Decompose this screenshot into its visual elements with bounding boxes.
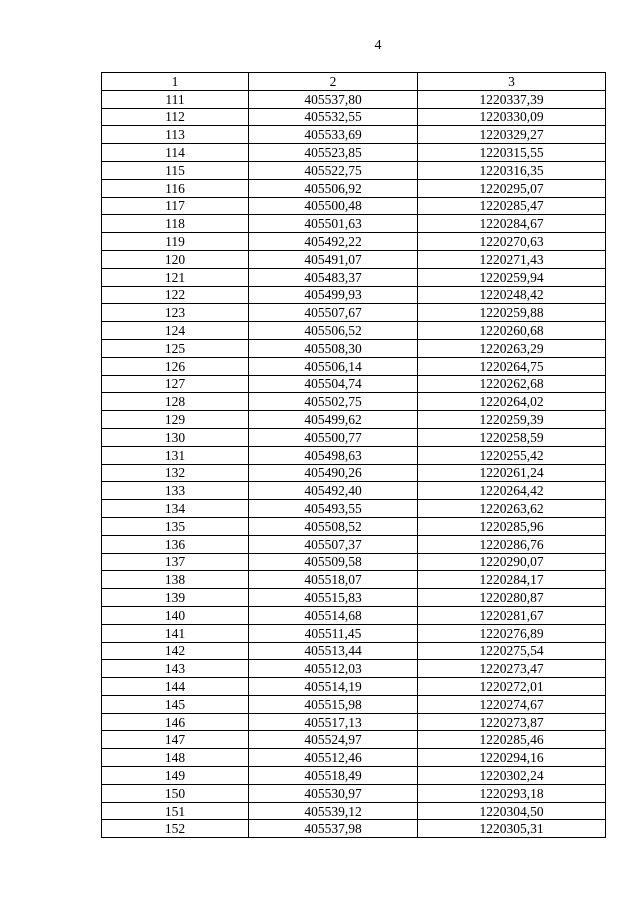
cell-point-number: 129 (102, 411, 249, 429)
cell-x-coordinate: 405512,03 (249, 660, 418, 678)
cell-point-number: 125 (102, 339, 249, 357)
cell-x-coordinate: 405498,63 (249, 446, 418, 464)
cell-point-number: 140 (102, 606, 249, 624)
cell-y-coordinate: 1220281,67 (418, 606, 606, 624)
cell-x-coordinate: 405514,19 (249, 678, 418, 696)
cell-x-coordinate: 405506,92 (249, 179, 418, 197)
cell-y-coordinate: 1220316,35 (418, 161, 606, 179)
cell-y-coordinate: 1220263,29 (418, 339, 606, 357)
table-row (102, 802, 606, 820)
cell-point-number: 113 (102, 126, 249, 144)
cell-point-number: 117 (102, 197, 249, 215)
cell-y-coordinate: 1220293,18 (418, 784, 606, 802)
cell-y-coordinate: 1220248,42 (418, 286, 606, 304)
cell-x-coordinate: 405518,07 (249, 571, 418, 589)
cell-point-number: 141 (102, 624, 249, 642)
cell-y-coordinate: 1220274,67 (418, 695, 606, 713)
cell-x-coordinate: 405523,85 (249, 144, 418, 162)
cell-y-coordinate: 1220329,27 (418, 126, 606, 144)
cell-y-coordinate: 1220337,39 (418, 90, 606, 108)
cell-y-coordinate: 1220273,47 (418, 660, 606, 678)
table-row (102, 250, 606, 268)
cell-point-number: 134 (102, 500, 249, 518)
cell-x-coordinate: 405511,45 (249, 624, 418, 642)
table-body (102, 90, 606, 837)
header-cell-y-coordinate: 3 (418, 73, 606, 91)
header-cell-x-coordinate: 2 (249, 73, 418, 91)
cell-x-coordinate: 405493,55 (249, 500, 418, 518)
cell-x-coordinate: 405518,49 (249, 767, 418, 785)
table-row (102, 428, 606, 446)
cell-x-coordinate: 405537,98 (249, 820, 418, 838)
cell-x-coordinate: 405515,98 (249, 695, 418, 713)
cell-point-number: 133 (102, 482, 249, 500)
cell-point-number: 127 (102, 375, 249, 393)
cell-x-coordinate: 405509,58 (249, 553, 418, 571)
cell-point-number: 116 (102, 179, 249, 197)
cell-x-coordinate: 405524,97 (249, 731, 418, 749)
table-row (102, 678, 606, 696)
table-row (102, 535, 606, 553)
cell-point-number: 148 (102, 749, 249, 767)
cell-point-number: 120 (102, 250, 249, 268)
cell-y-coordinate: 1220259,94 (418, 268, 606, 286)
cell-point-number: 138 (102, 571, 249, 589)
cell-x-coordinate: 405506,14 (249, 357, 418, 375)
table-row (102, 144, 606, 162)
table-row (102, 464, 606, 482)
table-row (102, 411, 606, 429)
cell-y-coordinate: 1220258,59 (418, 428, 606, 446)
table-row (102, 268, 606, 286)
cell-y-coordinate: 1220285,46 (418, 731, 606, 749)
table-row (102, 571, 606, 589)
cell-x-coordinate: 405513,44 (249, 642, 418, 660)
cell-point-number: 143 (102, 660, 249, 678)
cell-y-coordinate: 1220284,17 (418, 571, 606, 589)
cell-point-number: 146 (102, 713, 249, 731)
cell-x-coordinate: 405537,80 (249, 90, 418, 108)
cell-point-number: 139 (102, 589, 249, 607)
cell-y-coordinate: 1220330,09 (418, 108, 606, 126)
cell-y-coordinate: 1220270,63 (418, 233, 606, 251)
table-row (102, 161, 606, 179)
cell-x-coordinate: 405491,07 (249, 250, 418, 268)
table-row (102, 749, 606, 767)
table-row (102, 322, 606, 340)
table-row (102, 357, 606, 375)
cell-y-coordinate: 1220304,50 (418, 802, 606, 820)
cell-x-coordinate: 405539,12 (249, 802, 418, 820)
cell-x-coordinate: 405533,69 (249, 126, 418, 144)
cell-y-coordinate: 1220272,01 (418, 678, 606, 696)
table-row (102, 197, 606, 215)
cell-point-number: 145 (102, 695, 249, 713)
cell-x-coordinate: 405508,52 (249, 517, 418, 535)
cell-y-coordinate: 1220295,07 (418, 179, 606, 197)
cell-point-number: 112 (102, 108, 249, 126)
table-row (102, 606, 606, 624)
table-row (102, 233, 606, 251)
cell-x-coordinate: 405515,83 (249, 589, 418, 607)
cell-x-coordinate: 405500,77 (249, 428, 418, 446)
cell-x-coordinate: 405508,30 (249, 339, 418, 357)
cell-x-coordinate: 405517,13 (249, 713, 418, 731)
table-row (102, 286, 606, 304)
cell-point-number: 118 (102, 215, 249, 233)
cell-x-coordinate: 405499,62 (249, 411, 418, 429)
cell-x-coordinate: 405512,46 (249, 749, 418, 767)
cell-y-coordinate: 1220305,31 (418, 820, 606, 838)
table-row (102, 108, 606, 126)
cell-x-coordinate: 405492,22 (249, 233, 418, 251)
cell-x-coordinate: 405507,67 (249, 304, 418, 322)
table-row (102, 126, 606, 144)
table-row (102, 90, 606, 108)
table-row (102, 589, 606, 607)
table-row (102, 215, 606, 233)
cell-point-number: 121 (102, 268, 249, 286)
cell-y-coordinate: 1220290,07 (418, 553, 606, 571)
cell-point-number: 131 (102, 446, 249, 464)
cell-point-number: 144 (102, 678, 249, 696)
coordinates-table (101, 72, 606, 838)
table-row (102, 731, 606, 749)
cell-y-coordinate: 1220271,43 (418, 250, 606, 268)
cell-point-number: 142 (102, 642, 249, 660)
cell-point-number: 130 (102, 428, 249, 446)
cell-y-coordinate: 1220285,96 (418, 517, 606, 535)
cell-x-coordinate: 405490,26 (249, 464, 418, 482)
header-cell-point-number: 1 (102, 73, 249, 91)
table-row (102, 624, 606, 642)
cell-x-coordinate: 405492,40 (249, 482, 418, 500)
cell-x-coordinate: 405500,48 (249, 197, 418, 215)
cell-y-coordinate: 1220315,55 (418, 144, 606, 162)
cell-y-coordinate: 1220276,89 (418, 624, 606, 642)
cell-x-coordinate: 405502,75 (249, 393, 418, 411)
table-row (102, 713, 606, 731)
cell-x-coordinate: 405504,74 (249, 375, 418, 393)
cell-point-number: 128 (102, 393, 249, 411)
cell-x-coordinate: 405501,63 (249, 215, 418, 233)
table-header-row (102, 73, 606, 91)
table-row (102, 642, 606, 660)
cell-y-coordinate: 1220255,42 (418, 446, 606, 464)
cell-y-coordinate: 1220285,47 (418, 197, 606, 215)
cell-x-coordinate: 405483,37 (249, 268, 418, 286)
table-row (102, 393, 606, 411)
cell-point-number: 119 (102, 233, 249, 251)
cell-point-number: 132 (102, 464, 249, 482)
cell-point-number: 137 (102, 553, 249, 571)
page-number: 4 (374, 38, 382, 53)
table-row (102, 820, 606, 838)
table-row (102, 446, 606, 464)
cell-point-number: 111 (102, 90, 249, 108)
cell-point-number: 149 (102, 767, 249, 785)
cell-y-coordinate: 1220286,76 (418, 535, 606, 553)
cell-y-coordinate: 1220259,39 (418, 411, 606, 429)
cell-x-coordinate: 405522,75 (249, 161, 418, 179)
table-row (102, 695, 606, 713)
cell-y-coordinate: 1220261,24 (418, 464, 606, 482)
table-row (102, 482, 606, 500)
table-row (102, 784, 606, 802)
cell-y-coordinate: 1220275,54 (418, 642, 606, 660)
cell-point-number: 136 (102, 535, 249, 553)
cell-point-number: 122 (102, 286, 249, 304)
cell-y-coordinate: 1220264,75 (418, 357, 606, 375)
table-row (102, 660, 606, 678)
cell-point-number: 150 (102, 784, 249, 802)
cell-point-number: 151 (102, 802, 249, 820)
table-header (102, 73, 606, 91)
cell-y-coordinate: 1220294,16 (418, 749, 606, 767)
cell-point-number: 123 (102, 304, 249, 322)
cell-y-coordinate: 1220302,24 (418, 767, 606, 785)
cell-y-coordinate: 1220259,88 (418, 304, 606, 322)
table-row (102, 304, 606, 322)
cell-y-coordinate: 1220262,68 (418, 375, 606, 393)
cell-point-number: 147 (102, 731, 249, 749)
cell-x-coordinate: 405530,97 (249, 784, 418, 802)
cell-y-coordinate: 1220264,02 (418, 393, 606, 411)
cell-y-coordinate: 1220273,87 (418, 713, 606, 731)
table-row (102, 339, 606, 357)
cell-y-coordinate: 1220260,68 (418, 322, 606, 340)
table-row (102, 179, 606, 197)
table-row (102, 553, 606, 571)
cell-x-coordinate: 405506,52 (249, 322, 418, 340)
table-row (102, 517, 606, 535)
cell-x-coordinate: 405514,68 (249, 606, 418, 624)
cell-point-number: 114 (102, 144, 249, 162)
table-row (102, 375, 606, 393)
cell-y-coordinate: 1220280,87 (418, 589, 606, 607)
cell-x-coordinate: 405507,37 (249, 535, 418, 553)
cell-point-number: 152 (102, 820, 249, 838)
cell-point-number: 126 (102, 357, 249, 375)
cell-y-coordinate: 1220264,42 (418, 482, 606, 500)
cell-point-number: 115 (102, 161, 249, 179)
table-row (102, 500, 606, 518)
cell-y-coordinate: 1220284,67 (418, 215, 606, 233)
cell-y-coordinate: 1220263,62 (418, 500, 606, 518)
cell-x-coordinate: 405499,93 (249, 286, 418, 304)
table-row (102, 767, 606, 785)
cell-point-number: 124 (102, 322, 249, 340)
cell-point-number: 135 (102, 517, 249, 535)
cell-x-coordinate: 405532,55 (249, 108, 418, 126)
